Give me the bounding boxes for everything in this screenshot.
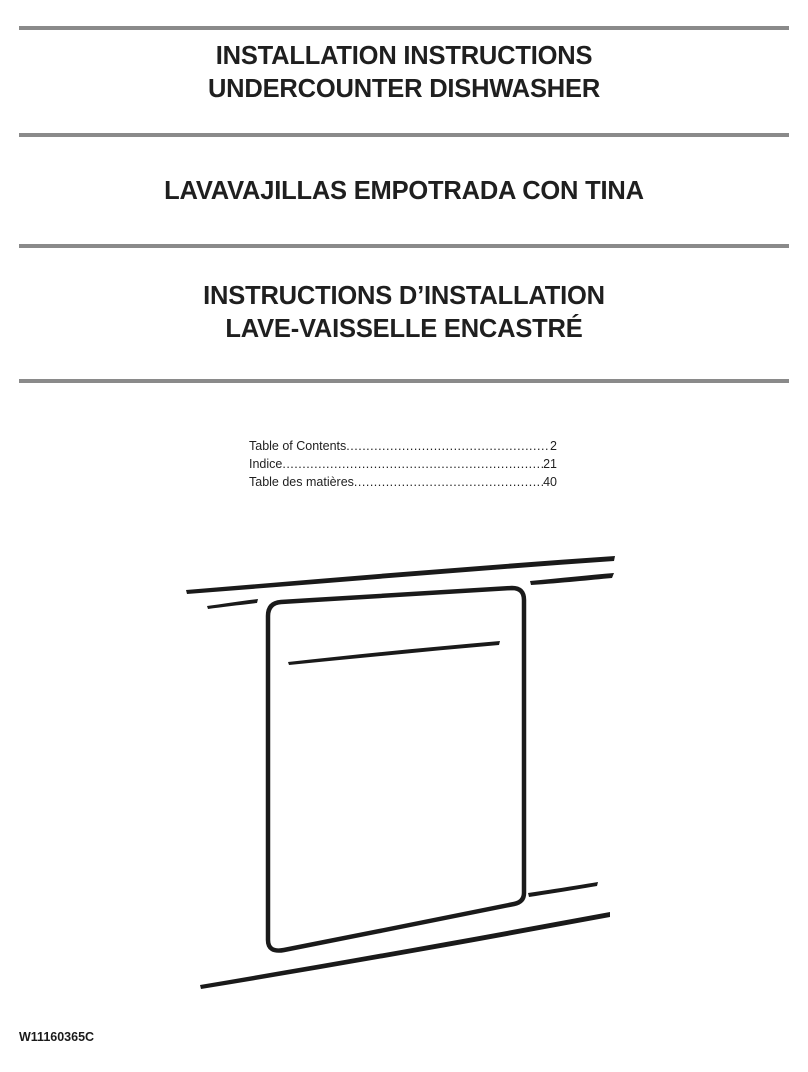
right-toekick-line [528, 882, 598, 897]
toc-entry-label: Table des matières [249, 475, 354, 489]
dishwasher-illustration [0, 540, 808, 1000]
toc-leader-dots [354, 473, 543, 491]
left-cabinet-line [207, 599, 258, 609]
toc-entry-english[interactable] [249, 437, 557, 455]
toc-entry-spanish[interactable] [249, 455, 557, 473]
toc-entry-label: Table of Contents [249, 439, 347, 453]
divider-rule-3 [19, 244, 789, 248]
spanish-title-line-1: LAVAVAJILLAS EMPOTRADA CON TINA [164, 177, 644, 205]
divider-rule-2 [19, 133, 789, 137]
countertop-line [186, 556, 615, 594]
door-handle-line [288, 641, 500, 665]
english-title [0, 40, 808, 106]
floor-line [200, 912, 610, 989]
french-title [0, 280, 808, 346]
toc-entry-page: 2 [550, 439, 557, 453]
french-title-line-2: LAVE-VAISSELLE ENCASTRÉ [225, 315, 583, 343]
right-cabinet-line [530, 573, 614, 585]
document-number: W11160365C [19, 1030, 95, 1044]
toc-entry-label: Indice [249, 457, 283, 471]
toc-entry-french[interactable] [249, 473, 557, 491]
french-title-line-1: INSTRUCTIONS D’INSTALLATION [203, 282, 605, 310]
english-title-line-2: UNDERCOUNTER DISHWASHER [207, 75, 601, 103]
spanish-title [0, 175, 808, 208]
divider-rule-top [19, 26, 789, 30]
toc-entry-page: 21 [543, 457, 557, 471]
table-of-contents [249, 437, 557, 491]
toc-leader-dots [346, 437, 550, 455]
divider-rule-bottom [19, 379, 789, 383]
english-title-line-1: INSTALLATION INSTRUCTIONS [215, 42, 593, 70]
toc-entry-page: 40 [543, 475, 557, 489]
toc-leader-dots [282, 455, 543, 473]
